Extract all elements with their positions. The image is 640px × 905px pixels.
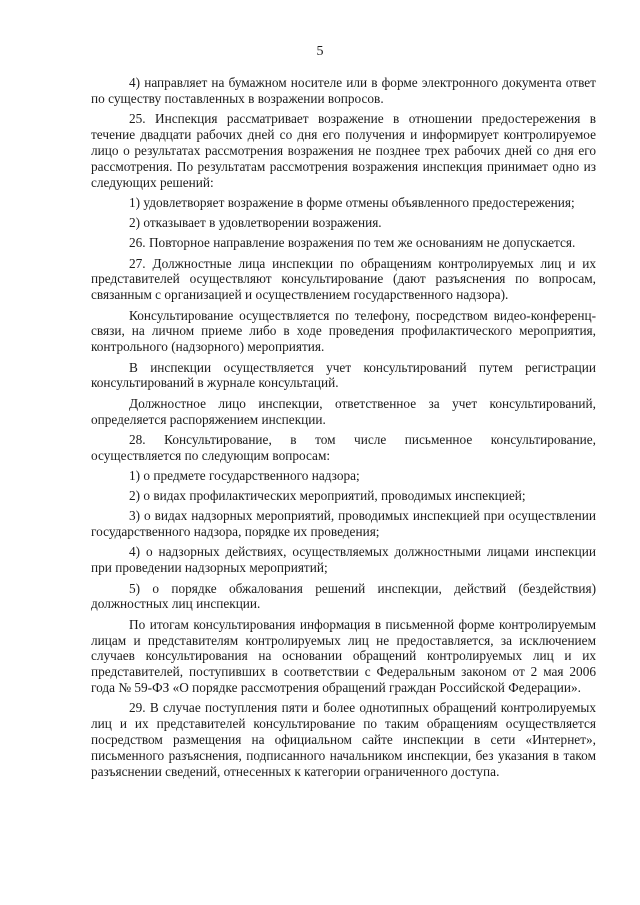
paragraph-topic-5: 5) о порядке обжалования решений инспекции, действий (бездействия) должностных лиц инспекции. (91, 580, 596, 612)
paragraph-written-info: По итогам консультирования информация в письменной форме контролируемым лицам и представителям контролируемых лиц не предоставляется, за исключением случаев консультирования на основании обращений контролируемых лиц и их представителей, поступивших в соответствии с Федеральным законом от 2 мая 2006 года № 59-ФЗ «О порядке рассмотрения обращений граждан Российской Федерации». (91, 616, 596, 696)
paragraph-item-4-response: 4) направляет на бумажном носителе или в форме электронного документа ответ по существу поставленных в возражении вопросов. (91, 75, 596, 106)
paragraph-25-objection-review: 25. Инспекция рассматривает возражение в отношении предостережения в течение двадцати рабочих дней со дня его получения и информирует контролируемое лицо о результатах рассмотрения возражения не позднее трех рабочих дней со дня его рассмотрения. По результатам рассмотрения возражения инспекция принимает одно из следующих решений: (91, 111, 596, 190)
paragraph-27-consulting: 27. Должностные лица инспекции по обращениям контролируемых лиц и их представителей осуществляют консультирование (дают разъяснения по вопросам, связанным с организацией и осуществлением государственного надзора). (91, 255, 596, 303)
paragraph-26-repeat-objection: 26. Повторное направление возражения по тем же основаниям не допускается. (129, 235, 576, 251)
paragraph-topic-2: 2) о видах профилактических мероприятий, проводимых инспекцией; (129, 488, 526, 504)
page-number: 5 (316, 44, 324, 59)
paragraph-28-consulting-topics: 28. Консультирование, в том числе письменное консультирование, осуществляется по следующим вопросам: (91, 431, 596, 463)
paragraph-topic-3: 3) о видах надзорных мероприятий, проводимых инспекцией при осуществлении государственного надзора, порядке их проведения; (91, 508, 596, 540)
paragraph-consulting-registry: В инспекции осуществляется учет консультирований путем регистрации консультирований в журнале консультаций. (91, 359, 596, 391)
paragraph-responsible-official: Должностное лицо инспекции, ответственное за учет консультирований, определяется распоряжением инспекции. (91, 395, 596, 427)
paragraph-topic-4: 4) о надзорных действиях, осуществляемых должностными лицами инспекции при проведении надзорных мероприятий; (91, 544, 596, 576)
paragraph-29-similar-appeals: 29. В случае поступления пяти и более однотипных обращений контролируемых лиц и их представителей консультирование по таким обращениям осуществляется посредством размещения на официальном сайте инспекции в сети «Интернет», письменного разъяснения, подписанного начальником инспекции, без указания в таком разъяснении сведений, отнесенных к категории ограниченного доступа. (91, 700, 596, 780)
paragraph-decision-1-satisfy: 1) удовлетворяет возражение в форме отмены объявленного предостережения; (129, 194, 575, 210)
paragraph-consulting-channels: Консультирование осуществляется по телефону, посредством видео-конференц-связи, на личном приеме либо в ходе проведения профилактического мероприятия, контрольного (надзорного) мероприятия. (91, 307, 596, 355)
document-body (91, 75, 596, 780)
paragraph-decision-2-refuse: 2) отказывает в удовлетворении возражения. (129, 215, 382, 231)
paragraph-topic-1: 1) о предмете государственного надзора; (129, 467, 360, 483)
